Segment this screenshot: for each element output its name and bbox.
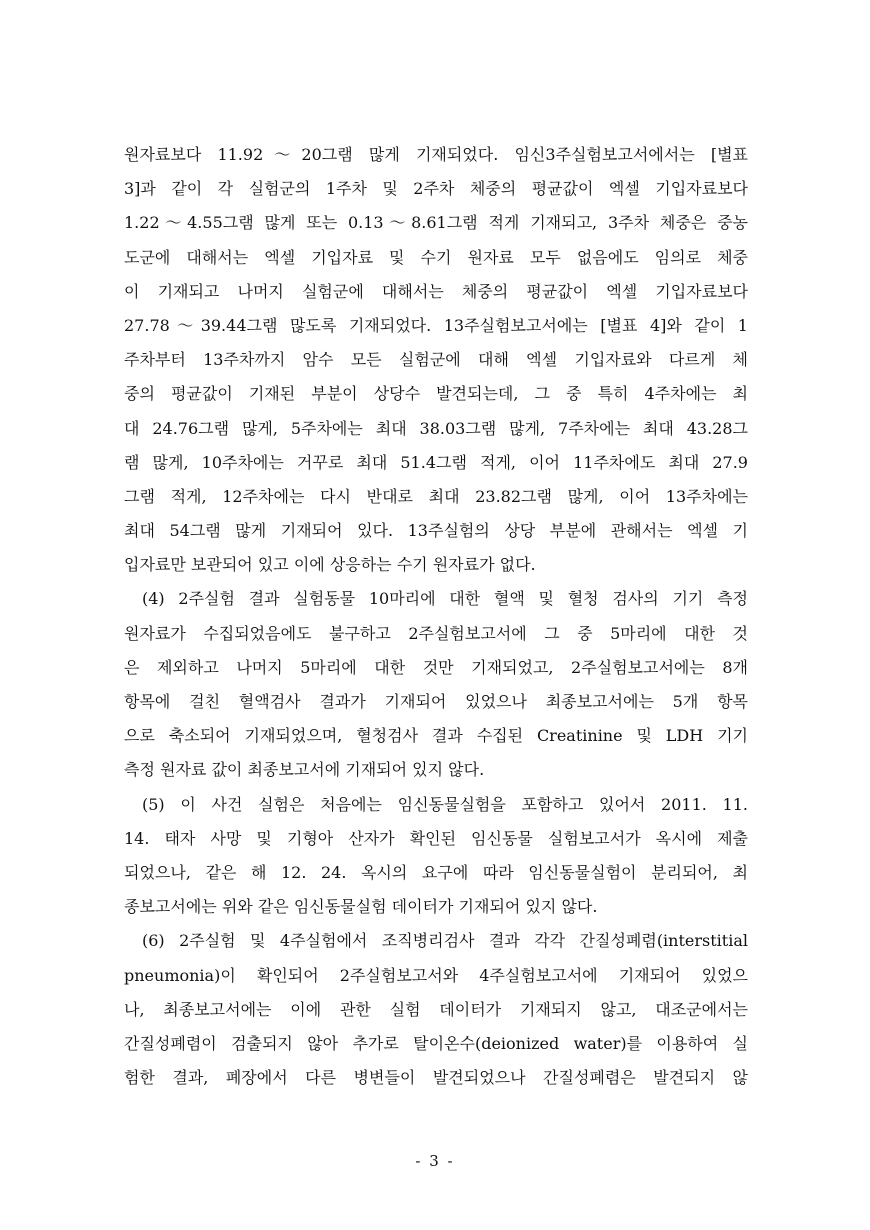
text-line: 14. 태자 사망 및 기형아 산자가 확인된 임신동물 실험보고서가 옥시에 제출	[124, 828, 748, 848]
body-text	[124, 138, 748, 1095]
text-line: 최대 54그램 많게 기재되어 있다. 13주실험의 상당 부분에 관해서는 엑셀 기	[124, 521, 748, 541]
text-line: 3]과 같이 각 실험군의 1주차 및 2주차 체중의 평균값이 엑셀 기입자료보다	[124, 179, 748, 199]
text-line: 입자료만 보관되어 있고 이에 상응하는 수기 원자료가 없다.	[124, 555, 536, 575]
text-line: 중의 평균값이 기재된 부분이 상당수 발견되는데, 그 중 특히 4주차에는 최	[124, 384, 748, 404]
text-line: 험한 결과, 폐장에서 다른 병변들이 발견되었으나 간질성폐렴은 발견되지 않	[124, 1068, 748, 1088]
text-line: pneumonia)이 확인되어 2주실험보고서와 4주실험보고서에 기재되어 있었으	[124, 965, 748, 985]
text-line: 그램 적게, 12주차에는 다시 반대로 최대 23.82그램 많게, 이어 13주차에는	[124, 486, 748, 506]
text-line: 측정 원자료 값이 최종보고서에 기재되어 있지 않다.	[124, 760, 485, 780]
text-line: 종보고서에는 위와 같은 임신동물실험 데이터가 기재되어 있지 않다.	[124, 897, 598, 917]
text-line: 은 제외하고 나머지 5마리에 대한 것만 기재되었고, 2주실험보고서에는 8개	[124, 657, 748, 677]
text-line: 대 24.76그램 많게, 5주차에는 최대 38.03그램 많게, 7주차에는 최대 43.28그	[124, 418, 748, 438]
text-line: 27.78～39.44그램 많도록 기재되었다. 13주실험보고서에는 [별표 4]와 같이 1	[124, 315, 748, 335]
paragraph-6-line: (6) 2주실험 및 4주실험에서 조직병리검사 결과 각각 간질성폐렴(interstitial	[142, 931, 748, 951]
text-line: 나, 최종보고서에는 이에 관한 실험 데이터가 기재되지 않고, 대조군에서는	[124, 999, 748, 1019]
text-line: 주차부터 13주차까지 암수 모든 실험군에 대해 엑셀 기입자료와 다르게 체	[124, 350, 748, 370]
text-line: 도군에 대해서는 엑셀 기입자료 및 수기 원자료 모두 없음에도 임의로 체중	[124, 247, 748, 267]
text-line: 램 많게, 10주차에는 거꾸로 최대 51.4그램 적게, 이어 11주차에도 최대 27.9	[124, 452, 748, 472]
text-line: 원자료보다 11.92～20그램 많게 기재되었다. 임신3주실험보고서에서는 [별표	[124, 145, 748, 164]
text-line: 으로 축소되어 기재되었으며, 혈청검사 결과 수집된 Creatinine 및 LDH 기기	[124, 726, 748, 746]
text-line: 1.22～4.55그램 많게 또는 0.13～8.61그램 적게 기재되고, 3주차 체중은 중농	[124, 213, 748, 233]
text-line: 간질성폐렴이 검출되지 않아 추가로 탈이온수(deionized water)를 이용하여 실	[124, 1033, 748, 1053]
text-line: 이 기재되고 나머지 실험군에 대해서는 체중의 평균값이 엑셀 기입자료보다	[124, 281, 748, 301]
paragraph-5-line: (5) 이 사건 실험은 처음에는 임신동물실험을 포함하고 있어서 2011. 11.	[142, 794, 748, 814]
text-line: 원자료가 수집되었음에도 불구하고 2주실험보고서에 그 중 5마리에 대한 것	[124, 623, 748, 643]
text-line: 항목에 걸친 혈액검사 결과가 기재되어 있었으나 최종보고서에는 5개 항목	[124, 692, 748, 711]
paragraph-4-line: (4) 2주실험 결과 실험동물 10마리에 대한 혈액 및 혈청 검사의 기기 측정	[142, 589, 748, 609]
text-line: 되었으나, 같은 해 12. 24. 옥시의 요구에 따라 임신동물실험이 분리되어, 최	[124, 862, 748, 882]
page-number: - 3 -	[415, 1152, 455, 1170]
